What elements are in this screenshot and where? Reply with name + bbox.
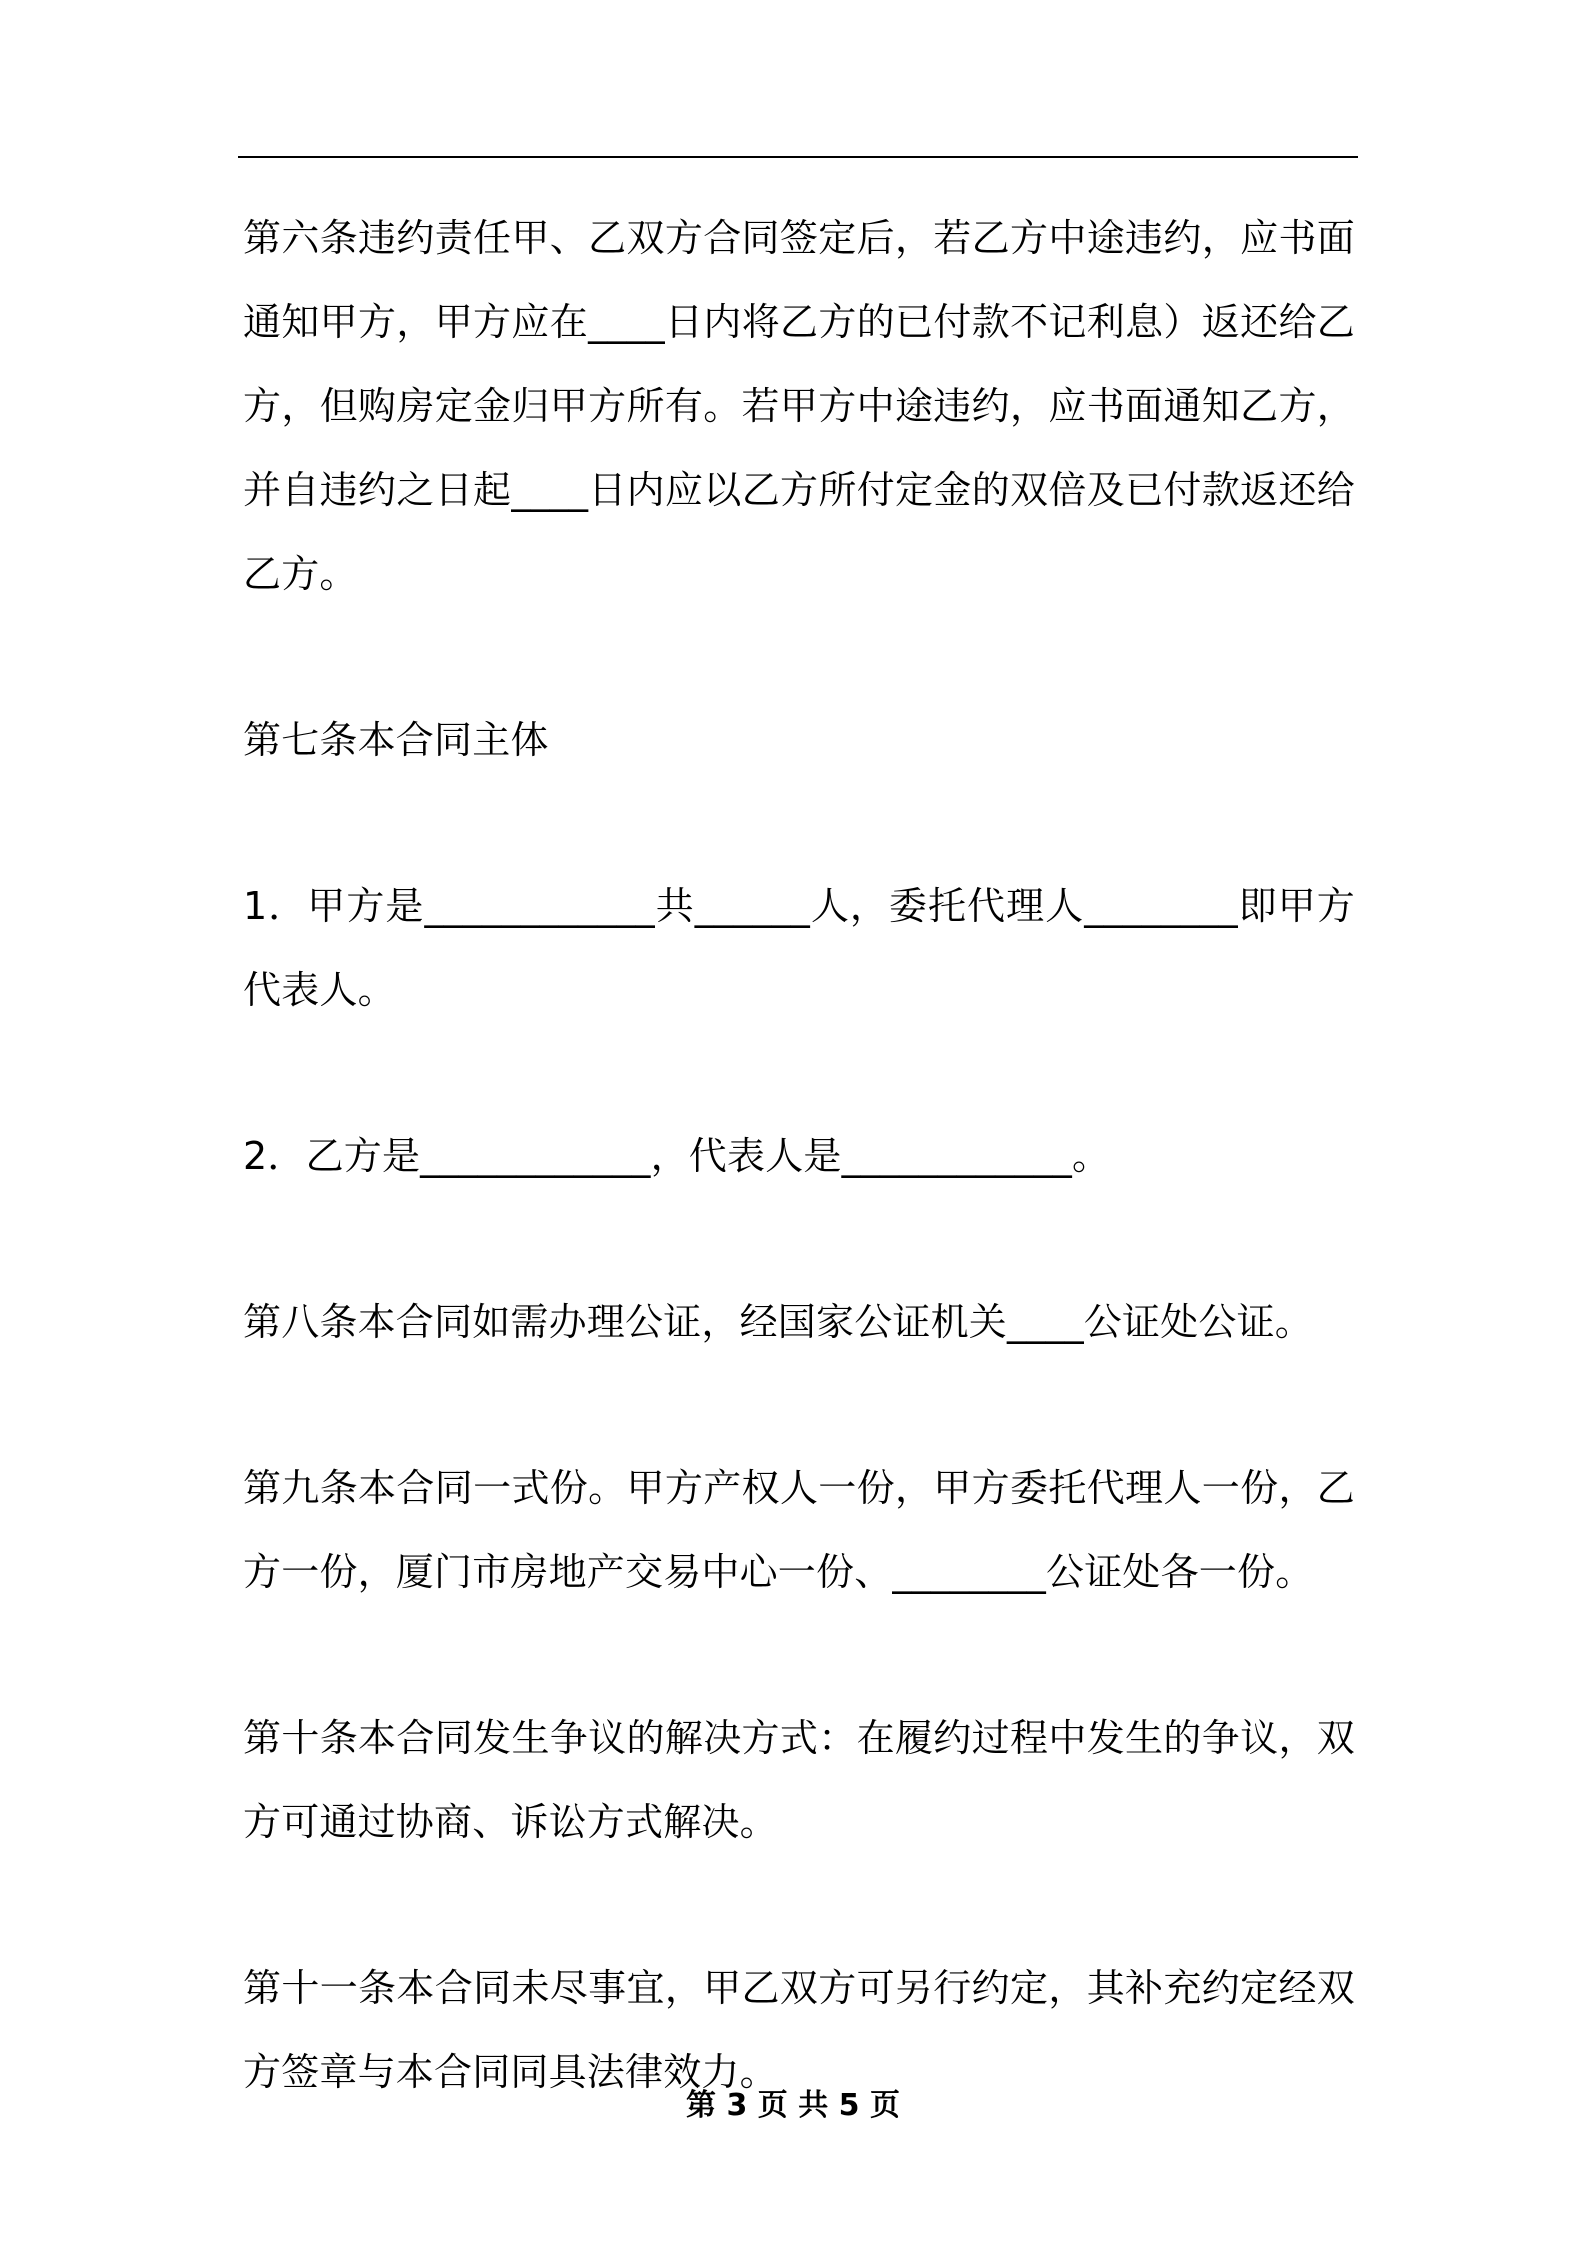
paragraph-article-11: 第十一条本合同未尽事宜，甲乙双方可另行约定，其补充约定经双方签章与本合同同具法律效力。 — [243, 1966, 1355, 2094]
page-number-label: 第 3 页 共 5 页 — [686, 2088, 900, 2123]
paragraph-article-8: 第八条本合同如需办理公证，经国家公证机关____公证处公证。 — [243, 1300, 1314, 1344]
paragraph-article-10: 第十条本合同发生争议的解决方式：在履约过程中发生的争议，双方可通过协商、诉讼方式解决。 — [243, 1716, 1355, 1844]
document-body — [243, 196, 1355, 2196]
paragraph-article-7-party-a: 1．甲方是____________共______人，委托代理人________即甲方代表人。 — [243, 884, 1355, 1012]
paragraph-article-7-party-b: 2．乙方是____________，代表人是____________。 — [243, 1134, 1111, 1178]
paragraph-article-7-heading: 第七条本合同主体 — [243, 718, 549, 762]
paragraph-article-9: 第九条本合同一式份。甲方产权人一份，甲方委托代理人一份，乙方一份，厦门市房地产交易中心一份、________公证处各一份。 — [243, 1466, 1355, 1594]
paragraph-article-6: 第六条违约责任甲、乙双方合同签定后，若乙方中途违约，应书面通知甲方，甲方应在____日内将乙方的已付款不记利息）返还给乙方，但购房定金归甲方所有。若甲方中途违约，应书面通知乙方，并自违约之日起____日内应以乙方所付定金的双倍及已付款返还给乙方。 — [243, 216, 1355, 596]
page-footer — [0, 2080, 1586, 2124]
header-rule — [238, 156, 1358, 158]
